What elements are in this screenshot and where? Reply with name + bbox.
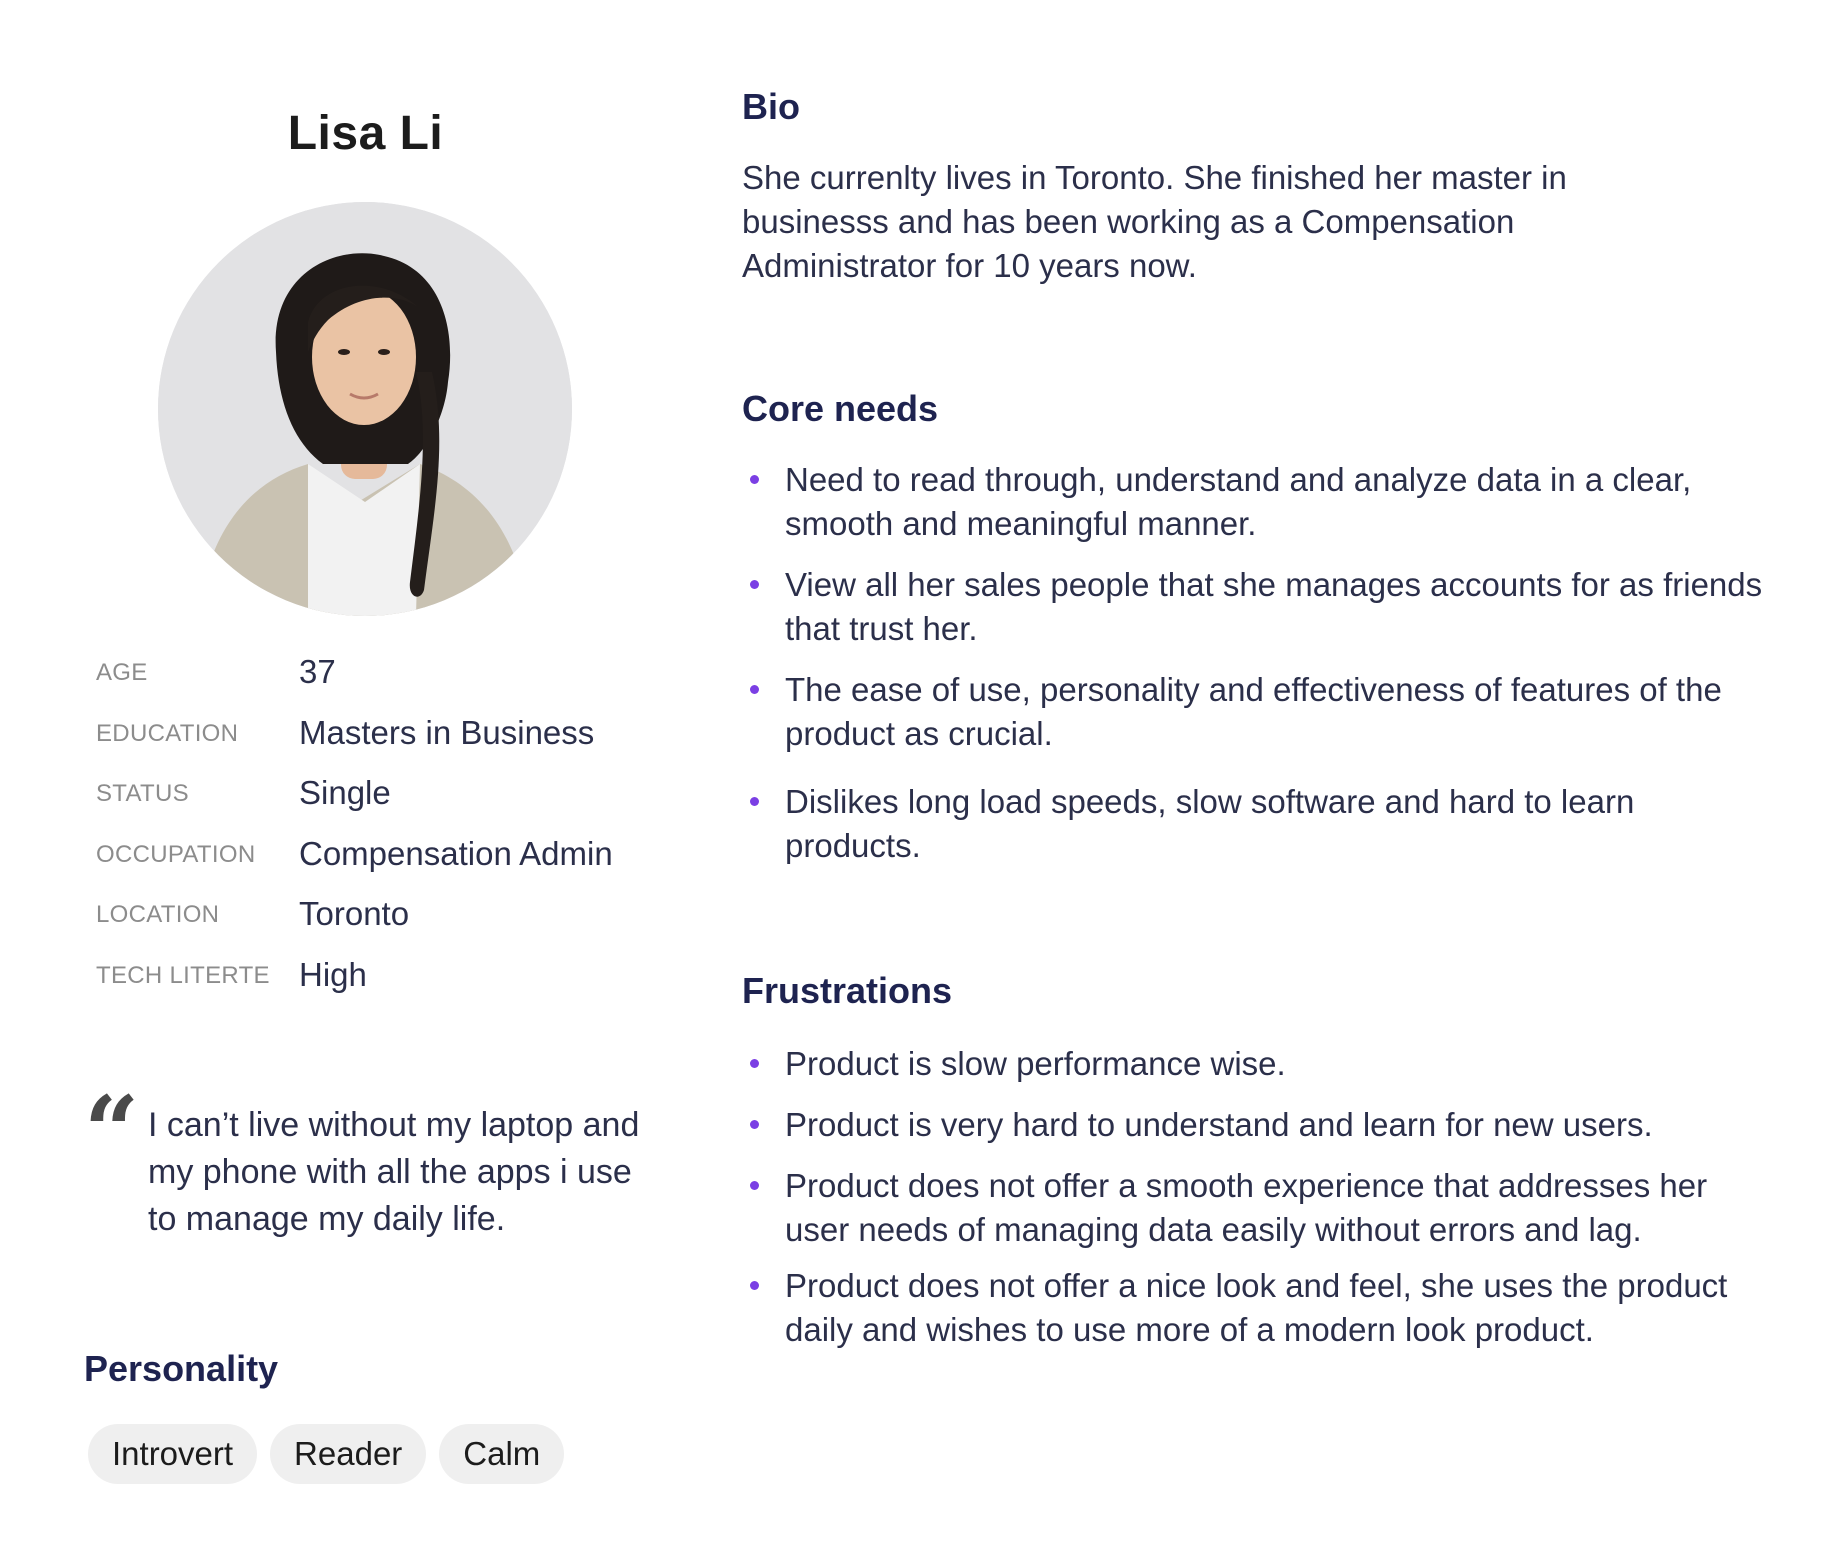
fact-value: Single (299, 774, 391, 811)
fact-label: AGE (96, 659, 148, 686)
bullet-icon (750, 1281, 759, 1290)
fact-value: Toronto (299, 895, 410, 932)
fact-label: TECH LITERTE (96, 961, 270, 989)
list-item-text: Product is slow performance wise. (785, 1045, 1286, 1082)
personality-tags (88, 1424, 564, 1484)
fact-value: Masters in Business (299, 713, 595, 751)
fact-label: OCCUPATION (96, 840, 256, 868)
fact-row-status (96, 762, 656, 823)
fact-value: 37 (299, 653, 336, 690)
persona-facts (96, 641, 656, 1004)
fact-row-age (96, 641, 656, 702)
list-item (742, 780, 1772, 868)
persona-name: Lisa Li (287, 107, 444, 160)
bio-text: She currenlty lives in Toronto. She finished her master in businesss and has been working as a Compensation Administrator for 10 years now. (742, 159, 1567, 284)
list-item-text: Product does not offer a smooth experience that addresses her user needs of managing data easily without errors and lag. (785, 1167, 1708, 1248)
quote-mark-icon: “ (84, 1075, 140, 1188)
list-item-text: The ease of use, personality and effectiveness of features of the product as crucial. (785, 671, 1722, 752)
personality-tag: Introvert (88, 1424, 257, 1484)
quote-text: I can’t live without my laptop and my phone with all the apps i use to manage my daily life. (148, 1106, 640, 1238)
fact-row-location (96, 883, 656, 944)
list-item (742, 1103, 1772, 1147)
list-item-text: Product is very hard to understand and learn for new users. (785, 1106, 1653, 1143)
fact-label: STATUS (96, 780, 189, 807)
bullet-icon (750, 1181, 759, 1190)
fact-label: EDUCATION (96, 719, 239, 747)
bullet-icon (750, 685, 759, 694)
persona-photo (158, 202, 572, 616)
list-item (742, 1164, 1772, 1252)
personality-tag: Calm (439, 1424, 564, 1484)
list-item (742, 563, 1772, 651)
core-needs-list (742, 458, 1772, 885)
list-item (742, 1264, 1772, 1352)
fact-value: High (299, 955, 367, 993)
list-item (742, 458, 1772, 546)
personality-tag: Reader (270, 1424, 426, 1484)
fact-label: LOCATION (96, 901, 220, 928)
bullet-icon (750, 1120, 759, 1129)
person-photo-icon (158, 202, 572, 616)
bullet-icon (750, 797, 759, 806)
fact-row-occupation (96, 823, 656, 884)
bullet-icon (750, 475, 759, 484)
bullet-icon (750, 1059, 759, 1068)
list-item-text: Need to read through, understand and analyze data in a clear, smooth and meaningful manner. (785, 461, 1692, 542)
list-item-text: View all her sales people that she manages accounts for as friends that trust her. (785, 566, 1763, 647)
fact-value: Compensation Admin (299, 834, 613, 872)
bio-heading: Bio (742, 86, 800, 127)
core-needs-heading: Core needs (742, 388, 939, 429)
frustrations-list (742, 1042, 1772, 1369)
fact-row-education (96, 702, 656, 763)
bullet-icon (750, 580, 759, 589)
personality-heading: Personality (84, 1348, 279, 1389)
fact-row-tech-literacy (96, 944, 656, 1005)
list-item (742, 1042, 1772, 1086)
list-item-text: Dislikes long load speeds, slow software and hard to learn products. (785, 783, 1635, 864)
frustrations-heading: Frustrations (742, 970, 953, 1011)
list-item-text: Product does not offer a nice look and feel, she uses the product daily and wishes to use more of a modern look product. (785, 1267, 1728, 1348)
list-item (742, 668, 1772, 756)
